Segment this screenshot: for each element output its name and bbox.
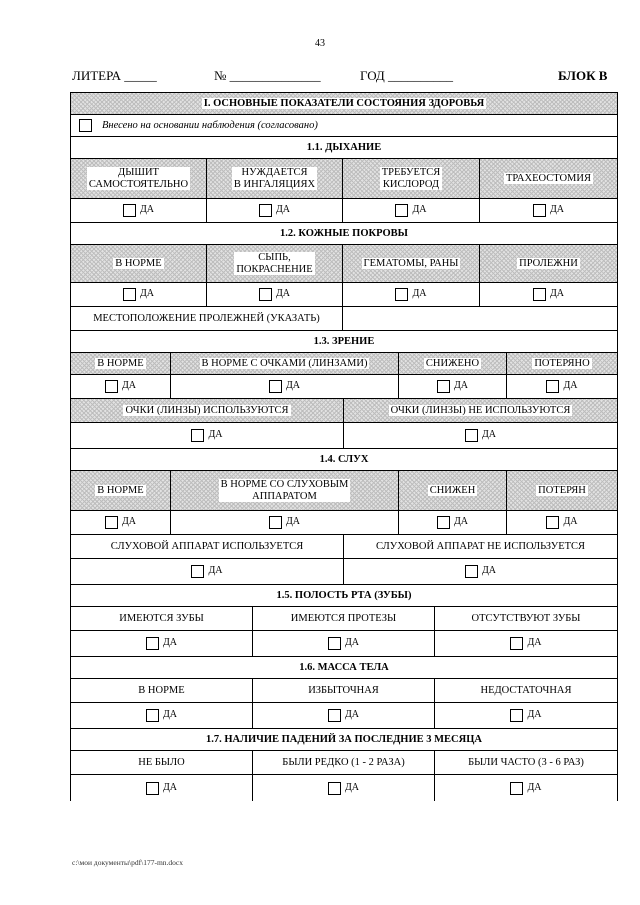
s1-checkbox[interactable]: [533, 204, 546, 217]
footer-file-path: c:\мои документы\pdf\177-mn.docx: [72, 858, 183, 867]
s1-option: ТРЕБУЕТСЯ КИСЛОРОД: [343, 159, 480, 198]
page-number: 43: [315, 38, 325, 49]
s7-option: БЫЛИ РЕДКО (1 - 2 РАЗА): [253, 751, 435, 774]
s5-checkbox[interactable]: [510, 637, 523, 650]
block-label: БЛОК В: [558, 68, 608, 83]
s1-title: 1.1. ДЫХАНИЕ: [306, 141, 382, 153]
s3-aid-option: ОЧКИ (ЛИНЗЫ) НЕ ИСПОЛЬЗУЮТСЯ: [344, 399, 617, 422]
s7-option: БЫЛИ ЧАСТО (3 - 6 РАЗ): [468, 756, 584, 768]
form-header: [72, 68, 617, 86]
s2-options-row: [71, 245, 617, 283]
s5-option: ОТСУТСТВУЮТ ЗУБЫ: [471, 612, 581, 624]
s4-checkbox[interactable]: [269, 516, 282, 529]
s3-aid-option: ОЧКИ (ЛИНЗЫ) ИСПОЛЬЗУЮТСЯ: [71, 399, 344, 422]
bedsore-location-field[interactable]: [343, 307, 617, 330]
s4-title: 1.4. СЛУХ: [319, 453, 369, 465]
number-field[interactable]: № ______________: [214, 68, 321, 83]
s1-option: ДЫШИТ САМОСТОЯТЕЛЬНО: [71, 159, 207, 198]
s7-checkbox-row: ДА ДА ДА: [71, 775, 617, 801]
s2-checkbox[interactable]: [533, 288, 546, 301]
s3-option: СНИЖЕНО: [399, 353, 507, 374]
s5-option: ИМЕЮТСЯ ПРОТЕЗЫ: [253, 607, 435, 630]
s2-option: СЫПЬ, ПОКРАСНЕНИЕ: [207, 245, 343, 282]
s2-checkbox[interactable]: [395, 288, 408, 301]
s3-option: В НОРМЕ: [71, 353, 171, 374]
s3-aid-checkbox-row: ДА ДА: [71, 423, 617, 449]
s2-checkbox-row: ДА ДА ДА ДА: [71, 283, 617, 307]
s1-checkbox[interactable]: [395, 204, 408, 217]
s7-checkbox[interactable]: [328, 782, 341, 795]
s4-options-row: [71, 471, 617, 511]
s5-checkbox[interactable]: [328, 637, 341, 650]
s4-option: СНИЖЕН: [399, 471, 507, 510]
observation-checkbox[interactable]: [79, 119, 92, 132]
s6-checkbox[interactable]: [510, 709, 523, 722]
s4-checkbox[interactable]: [437, 516, 450, 529]
s4-aid-checkbox[interactable]: [465, 565, 478, 578]
s7-option: НЕ БЫЛО: [71, 751, 253, 774]
s4-option: В НОРМЕ СО СЛУХОВЫМ АППАРАТОМ: [171, 471, 399, 510]
s1-options-row: [71, 159, 617, 199]
s1-checkbox[interactable]: [123, 204, 136, 217]
s4-checkbox[interactable]: [546, 516, 559, 529]
s7-options-row: [71, 751, 617, 775]
s6-checkbox[interactable]: [328, 709, 341, 722]
s1-checkbox[interactable]: [259, 204, 272, 217]
s6-checkbox[interactable]: [146, 709, 159, 722]
s2-title: 1.2. КОЖНЫЕ ПОКРОВЫ: [280, 227, 408, 239]
s4-checkbox-row: ДА ДА ДА ДА: [71, 511, 617, 535]
s3-title: 1.3. ЗРЕНИЕ: [313, 335, 375, 347]
s3-checkbox-row: ДА ДА ДА ДА: [71, 375, 617, 399]
s5-title: 1.5. ПОЛОСТЬ РТА (ЗУБЫ): [276, 589, 412, 601]
s4-aid-checkbox[interactable]: [191, 565, 204, 578]
s4-aid-checkbox-row: ДА ДА: [71, 559, 617, 585]
s5-option: ИМЕЮТСЯ ЗУБЫ: [71, 607, 253, 630]
s3-option: В НОРМЕ С ОЧКАМИ (ЛИНЗАМИ): [171, 353, 399, 374]
s3-option: ПОТЕРЯНО: [507, 353, 617, 374]
observation-note: Внесено на основании наблюдения (согласовано): [102, 119, 318, 131]
s6-checkbox-row: ДА ДА ДА: [71, 703, 617, 729]
s4-checkbox[interactable]: [105, 516, 118, 529]
s4-aid-option: СЛУХОВОЙ АППАРАТ НЕ ИСПОЛЬЗУЕТСЯ: [375, 540, 586, 552]
litera-field[interactable]: ЛИТЕРА _____: [72, 68, 157, 83]
s4-option: ПОТЕРЯН: [507, 471, 617, 510]
year-field[interactable]: ГОД __________: [360, 68, 454, 83]
s4-option: В НОРМЕ: [71, 471, 171, 510]
s7-checkbox[interactable]: [510, 782, 523, 795]
s3-checkbox[interactable]: [269, 380, 282, 393]
s5-checkbox[interactable]: [146, 637, 159, 650]
s5-options-row: [71, 607, 617, 631]
s6-option: ИЗБЫТОЧНАЯ: [253, 679, 435, 702]
s1-option: НУЖДАЕТСЯ В ИНГАЛЯЦИЯХ: [207, 159, 343, 198]
s1-option: ТРАХЕОСТОМИЯ: [480, 159, 617, 198]
s3-aid-checkbox[interactable]: [465, 429, 478, 442]
s6-options-row: [71, 679, 617, 703]
s3-aid-row: [71, 399, 617, 423]
s1-checkbox-row: ДА ДА ДА ДА: [71, 199, 617, 223]
s2-checkbox[interactable]: [259, 288, 272, 301]
s6-title: 1.6. МАССА ТЕЛА: [299, 661, 389, 673]
s3-options-row: [71, 353, 617, 375]
s4-aid-option: СЛУХОВОЙ АППАРАТ ИСПОЛЬЗУЕТСЯ: [71, 535, 344, 558]
s3-checkbox[interactable]: [105, 380, 118, 393]
s2-option: ПРОЛЕЖНИ: [480, 245, 617, 282]
section-title: I. ОСНОВНЫЕ ПОКАЗАТЕЛИ СОСТОЯНИЯ ЗДОРОВЬЯ: [71, 93, 617, 114]
s5-checkbox-row: ДА ДА ДА: [71, 631, 617, 657]
s4-aid-row: [71, 535, 617, 559]
s3-checkbox[interactable]: [546, 380, 559, 393]
s3-checkbox[interactable]: [437, 380, 450, 393]
s6-option: В НОРМЕ: [71, 679, 253, 702]
s7-checkbox[interactable]: [146, 782, 159, 795]
s2-option: ГЕМАТОМЫ, РАНЫ: [343, 245, 480, 282]
s2-checkbox[interactable]: [123, 288, 136, 301]
s6-option: НЕДОСТАТОЧНАЯ: [480, 684, 572, 696]
observation-row: [71, 115, 617, 136]
health-form: [70, 92, 618, 801]
s2-option: В НОРМЕ: [71, 245, 207, 282]
s7-title: 1.7. НАЛИЧИЕ ПАДЕНИЙ ЗА ПОСЛЕДНИЕ 3 МЕСЯЦА: [206, 733, 482, 745]
bedsore-location-label: МЕСТОПОЛОЖЕНИЕ ПРОЛЕЖНЕЙ (УКАЗАТЬ): [71, 307, 343, 330]
s3-aid-checkbox[interactable]: [191, 429, 204, 442]
